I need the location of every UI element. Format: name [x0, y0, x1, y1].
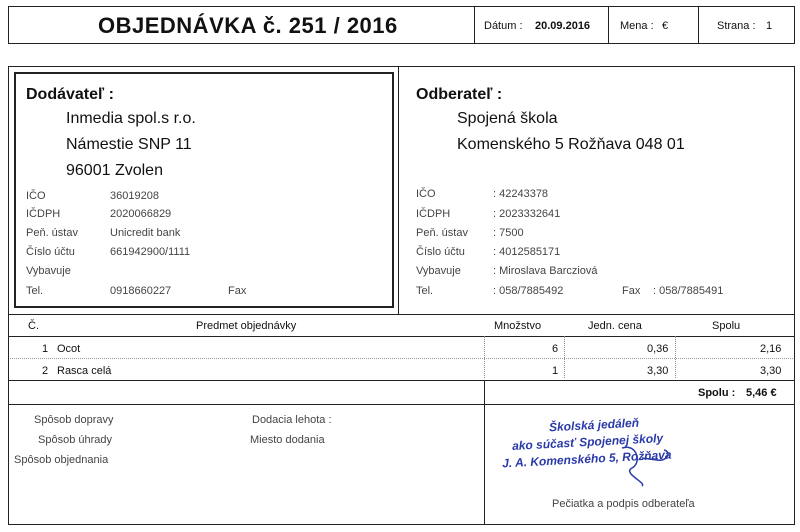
col-header-number: Č.	[28, 320, 39, 332]
delivery-place-label: Miesto dodania	[250, 434, 325, 446]
supplier-bank-label: Peň. ústav	[26, 227, 78, 239]
row-unit-price: 0,36	[647, 343, 669, 355]
supplier-icdph-value: 2020066829	[110, 208, 172, 220]
row-number: 2	[42, 365, 49, 377]
page-value: 1	[766, 20, 773, 32]
table-header-line	[8, 336, 795, 337]
supplier-fax-label: Fax	[228, 285, 247, 297]
supplier-icdph-label: IČDPH	[26, 208, 61, 220]
sum-value: 5,46 €	[746, 387, 777, 399]
supplier-account-value: 661942900/1111	[110, 246, 191, 258]
signature-scribble	[612, 438, 692, 488]
date-label: Dátum :	[484, 20, 523, 32]
col-header-total: Spolu	[712, 320, 741, 332]
table-top-line	[8, 314, 795, 315]
customer-ico-label: IČO	[416, 188, 436, 200]
row-total: 3,30	[760, 365, 782, 377]
stamp-line-2: ako súčasť Spojenej školy	[511, 431, 664, 453]
customer-name: Spojená škola	[457, 110, 558, 127]
col-header-unit-price: Jedn. cena	[588, 320, 642, 332]
payment-method-label: Spôsob úhrady	[38, 434, 112, 446]
stamp-line-3: J. A. Komenského 5, Rožňava	[501, 447, 672, 471]
customer-bank-value: : 7500	[493, 227, 524, 239]
header-divider	[698, 6, 699, 44]
customer-fax-label: Fax	[622, 285, 641, 297]
supplier-ico-value: 36019208	[110, 190, 159, 202]
header-divider	[608, 6, 609, 44]
order-method-label: Spôsob objednania	[14, 454, 109, 466]
row-qty: 6	[552, 343, 559, 355]
date-value: 20.09.2016	[535, 20, 591, 32]
customer-tel-value: : 058/7885492	[493, 285, 564, 297]
header-divider	[474, 6, 475, 44]
supplier-tel-value: 0918660227	[110, 285, 172, 297]
customer-account-value: : 4012585171	[493, 246, 561, 258]
supplier-tel-label: Tel.	[26, 285, 44, 297]
signature-label: Pečiatka a podpis odberateľa	[552, 498, 695, 510]
customer-vybavuje-value: : Miroslava Barcziová	[493, 265, 598, 277]
supplier-box	[14, 72, 394, 308]
supplier-city: 96001 Zvolen	[66, 162, 163, 179]
customer-icdph-value: : 2023332641	[493, 208, 561, 220]
table-col-line	[484, 336, 485, 378]
customer-icdph-label: IČDPH	[416, 208, 451, 220]
row-item: Ocot	[57, 343, 81, 355]
customer-account-label: Číslo účtu	[416, 246, 465, 258]
row-number: 1	[42, 343, 49, 355]
supplier-name: Inmedia spol.s r.o.	[66, 110, 196, 127]
row-total: 2,16	[760, 343, 782, 355]
customer-heading: Odberateľ :	[416, 86, 503, 103]
footer-divider	[484, 380, 485, 525]
table-col-line	[675, 336, 676, 378]
transport-method-label: Spôsob dopravy	[34, 414, 114, 426]
delivery-time-label: Dodacia lehota :	[252, 414, 332, 426]
page-label: Strana :	[717, 20, 756, 32]
customer-tel-label: Tel.	[416, 285, 434, 297]
customer-vybavuje-label: Vybavuje	[416, 265, 461, 277]
supplier-account-label: Číslo účtu	[26, 246, 75, 258]
table-col-line	[564, 336, 565, 378]
row-item: Rasca celá	[57, 365, 112, 377]
row-qty: 1	[552, 365, 559, 377]
supplier-ico-label: IČO	[26, 190, 46, 202]
sum-label: Spolu :	[698, 387, 736, 399]
row-separator	[10, 358, 793, 359]
sum-line	[8, 404, 795, 405]
col-header-item: Predmet objednávky	[196, 320, 297, 332]
supplier-bank-value: Unicredit bank	[110, 227, 181, 239]
supplier-vybavuje-label: Vybavuje	[26, 265, 71, 277]
customer-fax-value: : 058/7885491	[653, 285, 724, 297]
col-header-qty: Množstvo	[494, 320, 542, 332]
currency-value: €	[662, 20, 669, 32]
supplier-heading: Dodávateľ :	[26, 86, 114, 103]
customer-ico-value: : 42243378	[493, 188, 549, 200]
document-title: OBJEDNÁVKA č. 251 / 2016	[98, 13, 398, 38]
row-unit-price: 3,30	[647, 365, 669, 377]
stamp-line-1: Školská jedáleň	[548, 415, 640, 435]
customer-bank-label: Peň. ústav	[416, 227, 468, 239]
currency-label: Mena :	[620, 20, 654, 32]
table-bottom-line	[8, 380, 795, 381]
supplier-street: Námestie SNP 11	[66, 136, 192, 153]
customer-address: Komenského 5 Rožňava 048 01	[457, 136, 685, 153]
party-divider	[398, 66, 399, 314]
